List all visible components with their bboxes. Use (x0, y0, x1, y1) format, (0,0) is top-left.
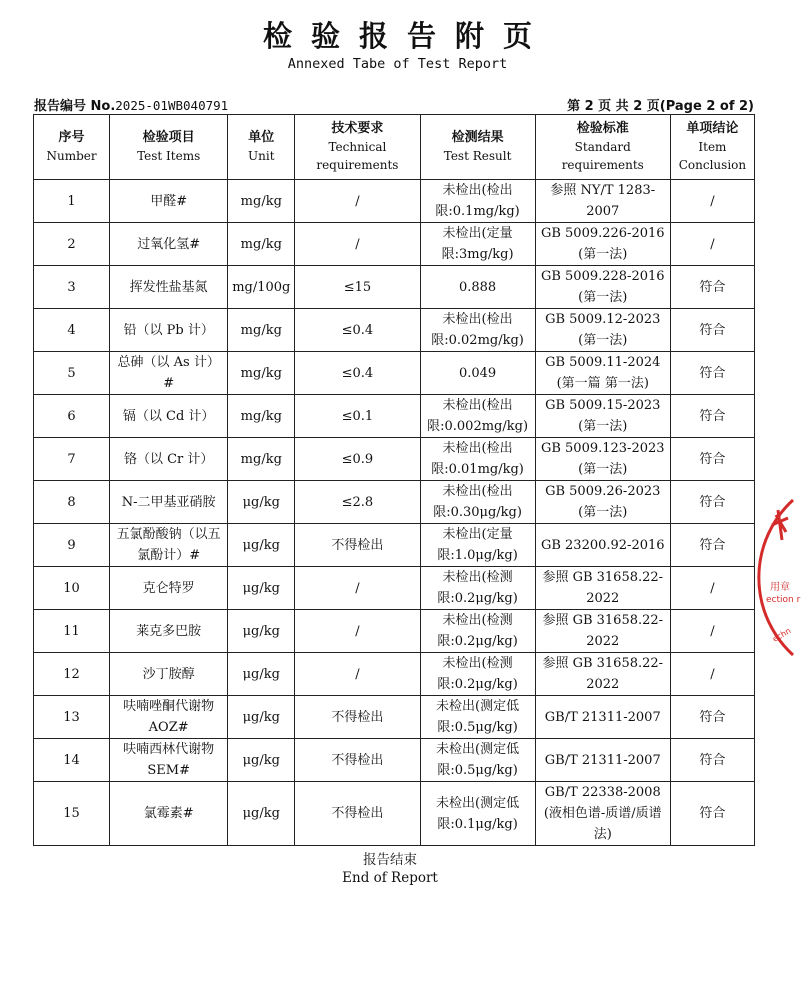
cell-test-result: 未检出(检出限:0.1mg/kg) (420, 180, 535, 223)
cell-number: 11 (34, 610, 110, 653)
cell-number: 4 (34, 309, 110, 352)
cell-test-item: 镉（以 Cd 计） (110, 395, 228, 438)
seal-text-3: echn (771, 626, 793, 644)
red-seal-stamp (748, 470, 808, 670)
cell-test-result: 0.049 (420, 352, 535, 395)
cell-conclusion: 符合 (670, 481, 754, 524)
cell-test-result: 未检出(检测限:0.2μg/kg) (420, 610, 535, 653)
cell-test-item: 呋喃西林代谢物 SEM# (110, 739, 228, 782)
cell-unit: mg/kg (228, 352, 295, 395)
cell-test-result: 未检出(测定低限:0.5μg/kg) (420, 696, 535, 739)
table-row (34, 309, 755, 352)
cell-standard: 参照 GB 31658.22-2022 (535, 653, 670, 696)
cell-number: 13 (34, 696, 110, 739)
col-header-number: 序号 Number (34, 115, 110, 180)
table-row (34, 610, 755, 653)
cell-unit: mg/kg (228, 180, 295, 223)
report-number (34, 95, 228, 114)
table-row (34, 696, 755, 739)
cell-unit: mg/kg (228, 309, 295, 352)
cell-test-result: 未检出(检出限:0.002mg/kg) (420, 395, 535, 438)
cell-technical-requirement: 不得检出 (295, 696, 420, 739)
test-results-table (33, 114, 755, 846)
cell-conclusion: 符合 (670, 395, 754, 438)
table-row (34, 180, 755, 223)
cell-technical-requirement: ≤2.8 (295, 481, 420, 524)
cell-conclusion: / (670, 180, 754, 223)
cell-unit: mg/kg (228, 395, 295, 438)
cell-conclusion: 符合 (670, 782, 754, 846)
cell-technical-requirement: ≤0.4 (295, 309, 420, 352)
report-number-value: 2025-01WB040791 (115, 98, 229, 113)
cell-number: 10 (34, 567, 110, 610)
table-row (34, 223, 755, 266)
cell-test-item: 总砷（以 As 计）# (110, 352, 228, 395)
cell-standard: 参照 GB 31658.22-2022 (535, 567, 670, 610)
cell-technical-requirement: ≤15 (295, 266, 420, 309)
col-header-conclusion: 单项结论 Item Conclusion (670, 115, 754, 180)
cell-conclusion: / (670, 567, 754, 610)
table-row (34, 438, 755, 481)
cell-test-result: 0.888 (420, 266, 535, 309)
cell-standard: GB 5009.15-2023 (第一法) (535, 395, 670, 438)
cell-standard: 参照 GB 31658.22-2022 (535, 610, 670, 653)
cell-number: 3 (34, 266, 110, 309)
col-header-test-result: 检测结果 Test Result (420, 115, 535, 180)
cell-conclusion: 符合 (670, 352, 754, 395)
col-header-standard: 检验标准 Standard requirements (535, 115, 670, 180)
col-header-test-items: 检验项目 Test Items (110, 115, 228, 180)
table-header-row (34, 115, 755, 180)
cell-conclusion: / (670, 653, 754, 696)
cell-number: 14 (34, 739, 110, 782)
cell-test-result: 未检出(检出限:0.01mg/kg) (420, 438, 535, 481)
page-subtitle: Annexed Tabe of Test Report (287, 56, 508, 72)
table-row (34, 739, 755, 782)
cell-unit: μg/kg (228, 567, 295, 610)
cell-test-item: 莱克多巴胺 (110, 610, 228, 653)
col-header-unit: 单位 Unit (228, 115, 295, 180)
cell-test-item: 沙丁胺醇 (110, 653, 228, 696)
seal-text-1: 用章 (770, 582, 790, 593)
cell-test-item: 挥发性盐基氮 (110, 266, 228, 309)
cell-test-item: 克仑特罗 (110, 567, 228, 610)
table-row (34, 352, 755, 395)
cell-test-result: 未检出(定量限:1.0μg/kg) (420, 524, 535, 567)
cell-test-item: 铅（以 Pb 计） (110, 309, 228, 352)
cell-standard: GB/T 22338-2008 (液相色谱-质谱/质谱法) (535, 782, 670, 846)
table-row (34, 266, 755, 309)
cell-standard: 参照 NY/T 1283-2007 (535, 180, 670, 223)
cell-unit: μg/kg (228, 653, 295, 696)
cell-technical-requirement: ≤0.9 (295, 438, 420, 481)
cell-conclusion: 符合 (670, 524, 754, 567)
cell-conclusion: / (670, 610, 754, 653)
cell-unit: μg/kg (228, 696, 295, 739)
cell-test-result: 未检出(检出限:0.30μg/kg) (420, 481, 535, 524)
cell-conclusion: 符合 (670, 739, 754, 782)
cell-test-item: N-二甲基亚硝胺 (110, 481, 228, 524)
cell-technical-requirement: 不得检出 (295, 739, 420, 782)
cell-standard: GB 5009.226-2016 (第一法) (535, 223, 670, 266)
cell-technical-requirement: ≤0.1 (295, 395, 420, 438)
cell-standard: GB 5009.123-2023 (第一法) (535, 438, 670, 481)
table-row (34, 653, 755, 696)
cell-number: 12 (34, 653, 110, 696)
cell-unit: mg/kg (228, 438, 295, 481)
cell-technical-requirement: / (295, 610, 420, 653)
cell-number: 5 (34, 352, 110, 395)
page-info: 第 2 页 共 2 页(Page 2 of 2) (567, 99, 754, 114)
end-of-report-en: End of Report (342, 870, 438, 886)
cell-number: 9 (34, 524, 110, 567)
cell-test-result: 未检出(检测限:0.2μg/kg) (420, 567, 535, 610)
cell-unit: μg/kg (228, 739, 295, 782)
cell-unit: μg/kg (228, 524, 295, 567)
cell-technical-requirement: ≤0.4 (295, 352, 420, 395)
cell-test-result: 未检出(检出限:0.02mg/kg) (420, 309, 535, 352)
end-of-report-cn: 报告结束 (363, 852, 417, 868)
cell-test-result: 未检出(定量限:3mg/kg) (420, 223, 535, 266)
cell-test-result: 未检出(检测限:0.2μg/kg) (420, 653, 535, 696)
cell-number: 2 (34, 223, 110, 266)
cell-number: 8 (34, 481, 110, 524)
cell-test-item: 呋喃唑酮代谢物 AOZ# (110, 696, 228, 739)
cell-test-item: 氯霉素# (110, 782, 228, 846)
cell-conclusion: 符合 (670, 696, 754, 739)
report-number-label: 报告编号 No. (34, 99, 116, 114)
cell-standard: GB/T 21311-2007 (535, 696, 670, 739)
seal-glyph-mark (772, 510, 788, 540)
cell-conclusion: 符合 (670, 266, 754, 309)
cell-unit: mg/kg (228, 223, 295, 266)
table-row (34, 567, 755, 610)
cell-technical-requirement: / (295, 567, 420, 610)
cell-standard: GB 5009.228-2016 (第一法) (535, 266, 670, 309)
col-header-technical-requirements: 技术要求 Technical requirements (295, 115, 420, 180)
cell-standard: GB/T 21311-2007 (535, 739, 670, 782)
cell-unit: μg/kg (228, 782, 295, 846)
table-row (34, 782, 755, 846)
table-row (34, 395, 755, 438)
cell-conclusion: / (670, 223, 754, 266)
cell-conclusion: 符合 (670, 438, 754, 481)
cell-number: 15 (34, 782, 110, 846)
cell-test-item: 五氯酚酸钠（以五氯酚计）# (110, 524, 228, 567)
cell-technical-requirement: / (295, 653, 420, 696)
cell-standard: GB 5009.26-2023 (第一法) (535, 481, 670, 524)
cell-technical-requirement: / (295, 180, 420, 223)
page-title: 检验报告附页 (262, 19, 551, 53)
cell-standard: GB 23200.92-2016 (535, 524, 670, 567)
cell-conclusion: 符合 (670, 309, 754, 352)
cell-test-item: 铬（以 Cr 计） (110, 438, 228, 481)
seal-text-2: ection r (766, 595, 801, 605)
cell-number: 6 (34, 395, 110, 438)
cell-unit: μg/kg (228, 610, 295, 653)
cell-test-item: 甲醛# (110, 180, 228, 223)
cell-unit: μg/kg (228, 481, 295, 524)
cell-technical-requirement: 不得检出 (295, 782, 420, 846)
cell-test-result: 未检出(测定低限:0.5μg/kg) (420, 739, 535, 782)
cell-number: 1 (34, 180, 110, 223)
cell-test-result: 未检出(测定低限:0.1μg/kg) (420, 782, 535, 846)
cell-test-item: 过氧化氢# (110, 223, 228, 266)
table-row (34, 524, 755, 567)
cell-technical-requirement: / (295, 223, 420, 266)
cell-standard: GB 5009.12-2023 (第一法) (535, 309, 670, 352)
cell-unit: mg/100g (228, 266, 295, 309)
table-row (34, 481, 755, 524)
cell-standard: GB 5009.11-2024 (第一篇 第一法) (535, 352, 670, 395)
cell-technical-requirement: 不得检出 (295, 524, 420, 567)
cell-number: 7 (34, 438, 110, 481)
